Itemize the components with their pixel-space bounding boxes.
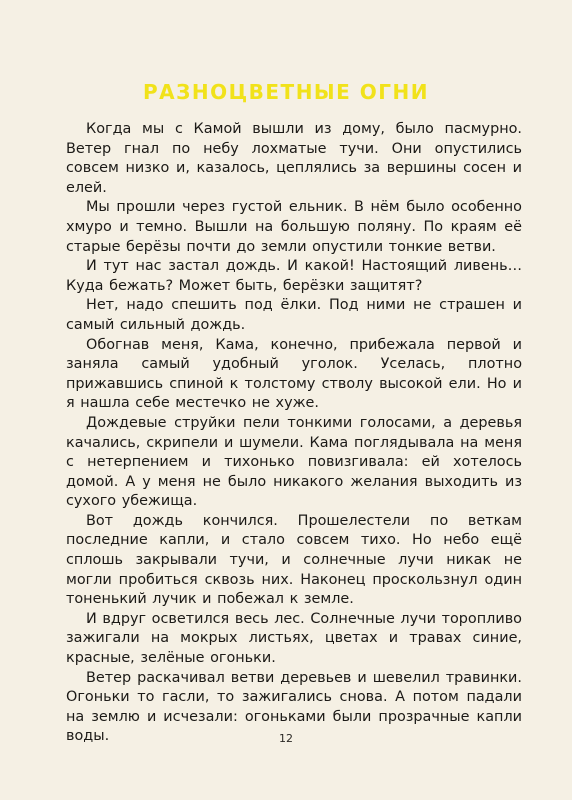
paragraph: Дождевые струйки пели тонкими голосами, а деревья качались, скрипели и шумели. Кама поглядывала на меня с нетерпением и тихонько повизгивала: ей хотелось домой. А у меня не было никакого желания выходить из сухого убежища. — [66, 414, 522, 510]
paragraph: Нет, надо спешить под ёлки. Под ними не страшен и самый сильный дождь. — [66, 297, 522, 333]
paragraph: И тут нас застал дождь. И какой! Настоящий ливень… Куда бежать? Может быть, берёзки защитят? — [66, 258, 522, 294]
paragraph: Когда мы с Камой вышли из дому, было пасмурно. Ветер гнал по небу лохматые тучи. Они опустились совсем низко и, казалось, цеплялись за вершины сосен и елей. — [66, 121, 522, 196]
page-number: 12 — [279, 732, 293, 745]
paragraph: И вдруг осветился весь лес. Солнечные лучи торопливо зажигали на мокрых листьях, цветах и травах синие, красные, зелёные огоньки. — [66, 610, 522, 667]
story-text — [66, 120, 522, 747]
paragraph: Обогнав меня, Кама, конечно, прибежала первой и заняла самый удобный уголок. Уселась, плотно прижавшись спиной к толстому стволу высокой ели. Но и я нашла себе местечко не хуже. — [66, 336, 522, 412]
paragraph: Ветер раскачивал ветви деревьев и шевелил травинки. Огоньки то гасли, то зажигались снова. А потом падали на землю и исчезали: огоньками были прозрачные капли воды. — [66, 669, 522, 745]
story-title: РАЗНОЦВЕТНЫЕ ОГНИ — [143, 80, 429, 104]
paragraph: Мы прошли через густой ельник. В нём было особенно хмуро и темно. Вышли на большую поляну. По краям её старые берёзы почти до земли опустили тонкие ветви. — [66, 199, 522, 255]
paragraph: Вот дождь кончился. Прошелестели по веткам последние капли, и стало совсем тихо. Но небо ещё сплошь закрывали тучи, и солнечные лучи никак не могли пробиться сквозь них. Наконец проскользнул один тоненький лучик и побежал к земле. — [66, 512, 522, 608]
